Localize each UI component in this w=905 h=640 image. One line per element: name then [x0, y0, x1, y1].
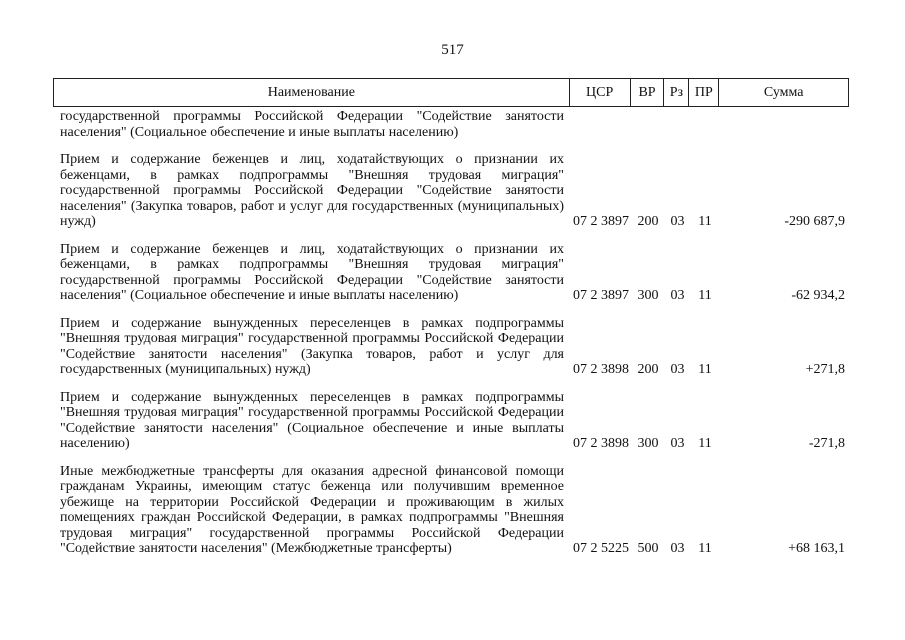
- row-pr: 11: [698, 436, 712, 451]
- table-body: [53, 109, 849, 557]
- row-rz: 03: [670, 436, 685, 451]
- header-rz: Рз: [664, 79, 689, 106]
- row-description: Иные межбюджетные трансферты для оказания адресной финансовой помощи гражданам Украины, имеющим статус беженца или получившим временное убежище на территории Российской Федерации и проживающим в жилых помещениях граждан Российской Федерации, в рамках подпрограммы "Внешняя трудовая миграция" государственной программы Российской Федерации "Содействие занятости населения" (Межбюджетные трансферты): [60, 463, 564, 556]
- header-name: Наименование: [54, 79, 570, 106]
- row-vr: 300: [637, 288, 659, 303]
- row-description: Прием и содержание вынужденных переселенцев в рамках подпрограммы "Внешняя трудовая миграция" государственной программы Российской Федерации "Содействие занятости населения" (Закупка товаров, работ и услуг для государственных (муниципальных) нужд): [60, 315, 564, 377]
- row-description: Прием и содержание вынужденных переселенцев в рамках подпрограммы "Внешняя трудовая миграция" государственной программы Российской Федерации "Содействие занятости населения" (Социальное обеспечение и иные выплаты населению): [60, 389, 564, 451]
- row-rz: 03: [670, 541, 685, 556]
- row-rz: 03: [670, 214, 685, 229]
- table-row: [53, 390, 849, 452]
- row-description: Прием и содержание беженцев и лиц, ходатайствующих о признании их беженцами, в рамках подпрограммы "Внешняя трудовая миграция" государственной программы Российской Федерации "Содействие занятости населения" (Социальное обеспечение и иные выплаты населению): [60, 241, 564, 303]
- row-vr: 200: [637, 214, 659, 229]
- row-pr: 11: [698, 541, 712, 556]
- header-csr: ЦСР: [570, 79, 631, 106]
- row-rz: 03: [670, 288, 685, 303]
- row-sum: -271,8: [808, 436, 845, 451]
- row-csr: 07 2 3897: [573, 214, 629, 229]
- table-row: [53, 316, 849, 378]
- row-csr: 07 2 3897: [573, 288, 629, 303]
- row-csr: 07 2 5225: [573, 541, 629, 556]
- row-sum: +68 163,1: [788, 541, 845, 556]
- row-pr: 11: [698, 362, 712, 377]
- row-csr: 07 2 3898: [573, 436, 629, 451]
- row-csr: 07 2 3898: [573, 362, 629, 377]
- row-description: Прием и содержание беженцев и лиц, ходатайствующих о признании их беженцами, в рамках подпрограммы "Внешняя трудовая миграция" государственной программы Российской Федерации "Содействие занятости населения" (Закупка товаров, работ и услуг для государственных (муниципальных) нужд): [60, 152, 564, 229]
- table-row: [53, 242, 849, 304]
- row-sum: -290 687,9: [784, 214, 845, 229]
- table-row: [53, 464, 849, 557]
- table-header: [53, 78, 849, 107]
- budget-table: [53, 78, 849, 557]
- row-sum: +271,8: [805, 362, 845, 377]
- row-vr: 500: [637, 541, 659, 556]
- header-pr: ПР: [689, 79, 719, 106]
- row-sum: -62 934,2: [791, 288, 845, 303]
- table-row: [53, 109, 849, 140]
- row-pr: 11: [698, 214, 712, 229]
- page-number: 517: [441, 42, 464, 58]
- row-rz: 03: [670, 362, 685, 377]
- header-sum: Сумма: [763, 84, 804, 100]
- header-vr: ВР: [631, 79, 665, 106]
- table-row: [53, 152, 849, 230]
- row-pr: 11: [698, 288, 712, 303]
- row-description: государственной программы Российской Федерации "Содействие занятости населения" (Социальное обеспечение и иные выплаты населению): [60, 109, 564, 140]
- row-vr: 200: [637, 362, 659, 377]
- row-vr: 300: [637, 436, 659, 451]
